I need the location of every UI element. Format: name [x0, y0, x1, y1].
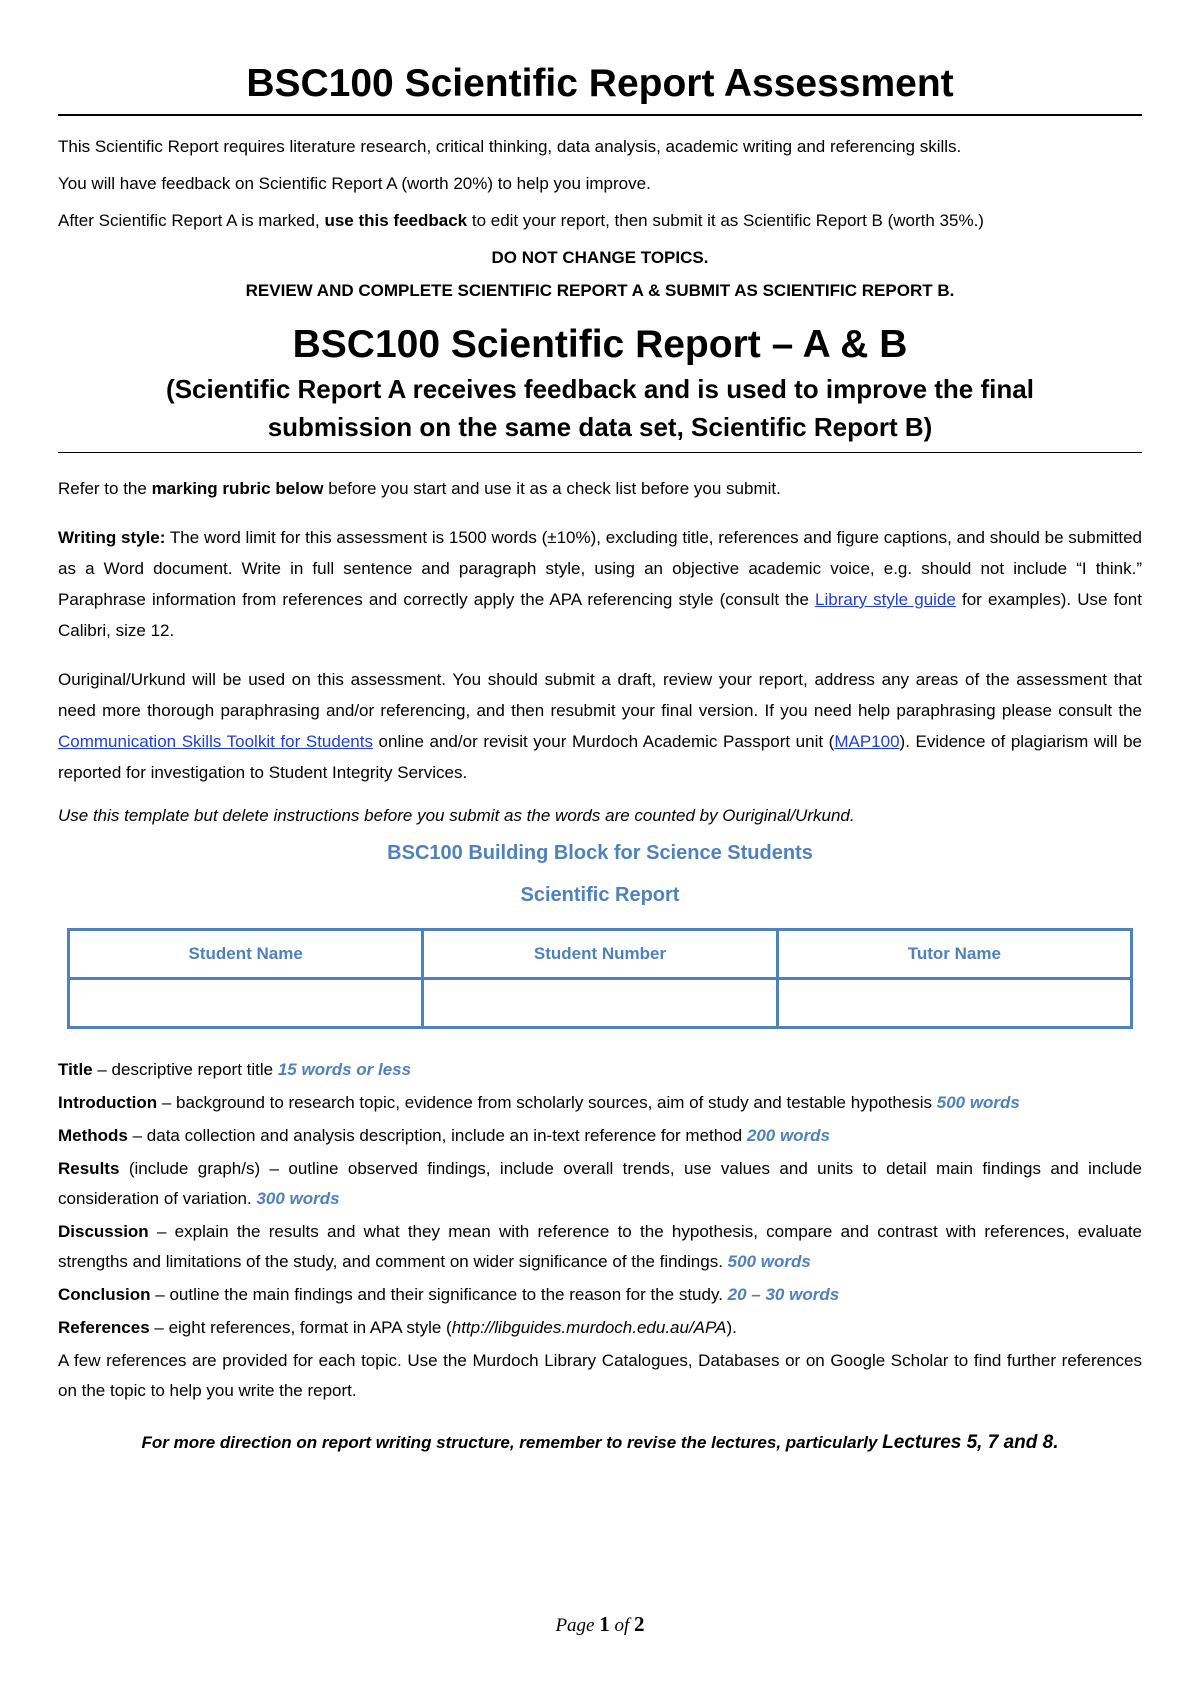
refer-paragraph	[58, 473, 1142, 504]
map100-link[interactable]: MAP100	[834, 732, 900, 751]
rubric-results-label: Results	[58, 1159, 120, 1178]
rubric-references-label: References	[58, 1318, 150, 1337]
cover-heading-unit: BSC100 Building Block for Science Students	[387, 842, 813, 864]
rubric-methods	[58, 1121, 1142, 1151]
notice-review: REVIEW AND COMPLETE SCIENTIFIC REPORT A & SUBMIT AS SCIENTIFIC REPORT B.	[245, 281, 955, 300]
rubric-conclusion-label: Conclusion	[58, 1285, 151, 1304]
page-number: 1	[599, 1612, 610, 1636]
writing-style-paragraph	[58, 522, 1142, 646]
plagiarism-text-a: Ouriginal/Urkund will be used on this assessment. You should submit a draft, review your report, address any areas of the assessment that need more thorough paraphrasing and/or referencing, and then resubmit your final version. If you need help paraphrasing please consult the	[58, 670, 1142, 720]
student-info-value-row	[69, 979, 1132, 1028]
final-note	[58, 1428, 1142, 1458]
rubric-results-desc: (include graph/s) – outline observed findings, include overall trends, use values and units to detail main findings and include consideration of variation.	[58, 1159, 1142, 1208]
plagiarism-text-c: ). Evidence of plagiarism will be reported for investigation to Student Integrity Services.	[58, 732, 1142, 782]
rubric-methods-desc: – data collection and analysis description, include an in-text reference for method	[127, 1126, 747, 1145]
student-info-table	[67, 928, 1133, 1029]
section-divider	[58, 452, 1142, 453]
rubric-conclusion-wordcount: 20 – 30 words	[727, 1285, 840, 1304]
rubric-title-desc: – descriptive report title	[92, 1060, 278, 1079]
rubric-introduction-wordcount: 500 words	[936, 1093, 1020, 1112]
intro-block	[58, 128, 1142, 306]
page-total: 2	[634, 1612, 645, 1636]
refer-text-bold: marking rubric below	[151, 479, 324, 498]
cover-heading-report: Scientific Report	[520, 884, 680, 906]
writing-style-text-b: for examples). Use font Calibri, size 12.	[58, 590, 1142, 640]
rubric-methods-wordcount: 200 words	[746, 1126, 831, 1145]
rubric-introduction	[58, 1088, 1142, 1118]
rubric-extra: A few references are provided for each topic. Use the Murdoch Library Catalogues, Databases or on Google Scholar to find further references on the topic to help you write the report.	[58, 1351, 1142, 1400]
tutor-name-cell[interactable]	[777, 979, 1131, 1028]
intro-line-3-a: After Scientific Report A is marked,	[58, 211, 325, 230]
notice-no-change: DO NOT CHANGE TOPICS.	[491, 248, 709, 267]
intro-line-3-c: to edit your report, then submit it as Scientific Report B (worth 35%.)	[467, 211, 984, 230]
student-number-header: Student Number	[423, 930, 777, 979]
rubric-discussion-label: Discussion	[58, 1222, 149, 1241]
rubric-references-desc-b: ).	[726, 1318, 737, 1337]
intro-line-1: This Scientific Report requires literature research, critical thinking, data analysis, academic writing and referencing skills.	[58, 137, 962, 156]
title-divider	[58, 114, 1142, 116]
rubric-list	[58, 1055, 1142, 1406]
rubric-methods-label: Methods	[58, 1126, 128, 1145]
rubric-title-wordcount: 15 words or less	[277, 1060, 412, 1079]
student-number-cell[interactable]	[423, 979, 777, 1028]
final-note-text: For more direction on report writing structure, remember to revise the lectures, particularly	[141, 1433, 883, 1452]
section-subtitle-2: submission on the same data set, Scientific Report B)	[267, 412, 933, 442]
final-note-emphasis: Lectures 5, 7 and 8.	[882, 1432, 1059, 1453]
communication-toolkit-link[interactable]: Communication Skills Toolkit for Students	[58, 732, 373, 751]
refer-text-a: Refer to the	[58, 479, 152, 498]
intro-line-3	[58, 202, 1142, 239]
rubric-references-desc-a: – eight references, format in APA style (	[149, 1318, 452, 1337]
plagiarism-paragraph	[58, 664, 1142, 788]
rubric-references	[58, 1313, 1142, 1343]
rubric-discussion	[58, 1217, 1142, 1277]
template-note: Use this template but delete instructions before you submit as the words are counted by Ouriginal/Urkund.	[58, 806, 855, 825]
writing-style-label: Writing style:	[58, 528, 166, 547]
of-word: of	[614, 1615, 630, 1636]
rubric-conclusion-desc: – outline the main findings and their significance to the reason for the study.	[150, 1285, 728, 1304]
rubric-results-wordcount: 300 words	[256, 1189, 340, 1208]
student-name-cell[interactable]	[69, 979, 423, 1028]
rubric-discussion-wordcount: 500 words	[727, 1252, 811, 1271]
rubric-conclusion	[58, 1280, 1142, 1310]
library-style-guide-link[interactable]: Library style guide	[815, 590, 956, 609]
rubric-results	[58, 1154, 1142, 1214]
intro-line-2: You will have feedback on Scientific Report A (worth 20%) to help you improve.	[58, 174, 651, 193]
rubric-title-label: Title	[58, 1060, 93, 1079]
section-subtitle-1: (Scientific Report A receives feedback and is used to improve the final	[166, 374, 1034, 404]
student-name-header: Student Name	[69, 930, 423, 979]
section-title: BSC100 Scientific Report – A & B	[292, 323, 908, 366]
page-word: Page	[555, 1615, 595, 1636]
tutor-name-header: Tutor Name	[777, 930, 1131, 979]
page-footer	[0, 1612, 1200, 1637]
rubric-introduction-label: Introduction	[58, 1093, 158, 1112]
writing-style-text-a: The word limit for this assessment is 1500 words (±10%), excluding title, references and figure captions, and should be submitted as a Word document. Write in full sentence and paragraph style, using an objective academic voice, e.g. should not include “I think.” Paraphrase information from references and correctly apply the APA referencing style (consult the	[58, 528, 1142, 609]
plagiarism-text-b: online and/or revisit your Murdoch Academic Passport unit (	[372, 732, 835, 751]
rubric-introduction-desc: – background to research topic, evidence from scholarly sources, aim of study and testable hypothesis	[157, 1093, 937, 1112]
apa-guide-url: http://libguides.murdoch.edu.au/APA	[451, 1318, 727, 1337]
intro-line-3-bold: use this feedback	[324, 211, 468, 230]
rubric-title	[58, 1055, 1142, 1085]
rubric-discussion-desc: – explain the results and what they mean with reference to the hypothesis, compare and contrast with references, evaluate strengths and limitations of the study, and comment on wider significance of the findings.	[58, 1222, 1142, 1271]
refer-text-c: before you start and use it as a check list before you submit.	[323, 479, 781, 498]
document-title: BSC100 Scientific Report Assessment	[246, 62, 954, 105]
student-info-header-row	[69, 930, 1132, 979]
